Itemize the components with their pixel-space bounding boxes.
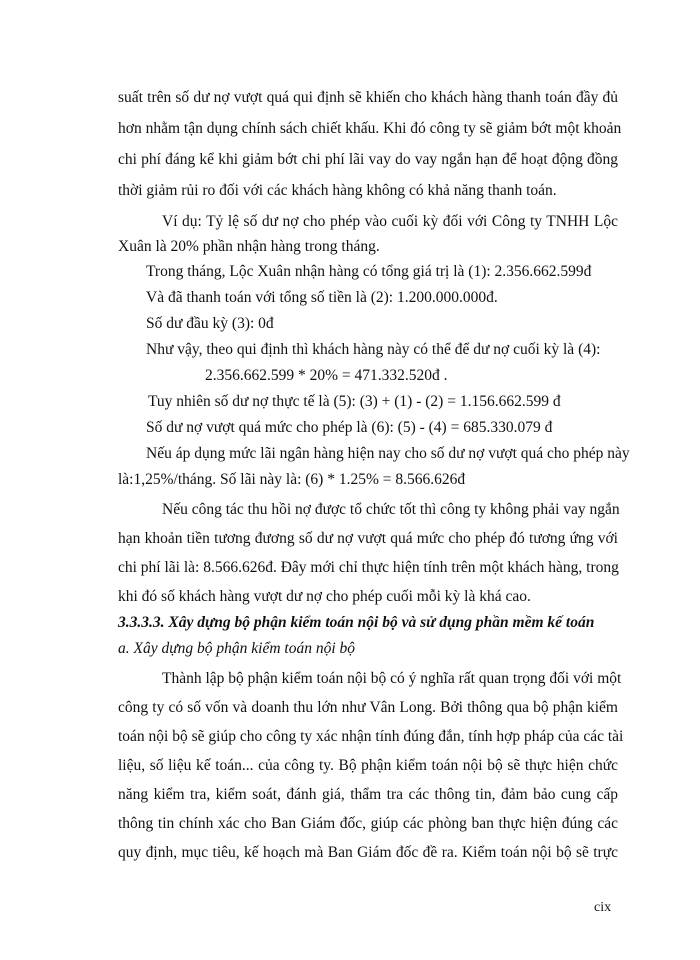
calc-line-2: Và đã thanh toán với tổng số tiền là (2): 1.200.000.000đ. [146,289,498,306]
calc-line-6: Số dư nợ vượt quá mức cho phép là (6): (5) - (4) = 685.330.079 đ [146,419,553,436]
interest-line-1: Nếu áp dụng mức lãi ngân hàng hiện nay cho số dư nợ vượt quá cho phép này [146,445,630,462]
calc-line-5: Tuy nhiên số dư nợ thực tế là (5): (3) + (1) - (2) = 1.156.662.599 đ [148,393,561,410]
para-line-1: Nếu công tác thu hồi nợ được tổ chức tốt thì công ty không phải vay ngắn [162,501,620,518]
audit-line-3: toán nội bộ sẽ giúp cho công ty xác nhận tính đúng đắn, tính hợp pháp của các tài [118,728,624,745]
page-number: cix [594,900,612,915]
para-line-2: hạn khoản tiền tương đương số dư nợ vượt quá mức cho phép đó tương ứng với [118,530,618,547]
example-line-1: Ví dụ: Tỷ lệ số dư nợ cho phép vào cuối kỳ đối với Công ty TNHH Lộc [162,213,618,230]
body-line-2: hơn nhằm tận dụng chính sách chiết khấu. Khi đó công ty sẽ giảm bớt một khoản [118,120,622,137]
audit-line-4: liệu, số liệu kế toán... của công ty. Bộ phận kiểm toán nội bộ sẽ thực hiện chức [118,757,618,774]
interest-line-2: là:1,25%/tháng. Số lãi này là: (6) * 1.25% = 8.566.626đ [118,471,466,488]
calc-line-3: Số dư đầu kỳ (3): 0đ [146,315,274,332]
section-heading: 3.3.3.3. Xây dựng bộ phận kiểm toán nội bộ và sử dụng phần mềm kế toán [118,614,595,631]
para-line-3: chi phí lãi là: 8.566.626đ. Đây mới chỉ thực hiện tính trên một khách hàng, trong [118,559,619,576]
audit-line-7: quy định, mục tiêu, kế hoạch mà Ban Giám đốc đề ra. Kiểm toán nội bộ sẽ trực [118,844,618,861]
calc-line-1: Trong tháng, Lộc Xuân nhận hàng có tổng giá trị là (1): 2.356.662.599đ [146,263,592,280]
body-line-4: thời giảm rủi ro đối với các khách hàng không có khả năng thanh toán. [118,182,557,199]
body-line-1: suất trên số dư nợ vượt quá qui định sẽ khiến cho khách hàng thanh toán đầy đủ [118,89,618,106]
example-line-2: Xuân là 20% phần nhận hàng trong tháng. [118,238,380,255]
audit-line-2: công ty có số vốn và doanh thu lớn như Vân Long. Bởi thông qua bộ phận kiểm [118,699,618,716]
calc-formula-line: 2.356.662.599 * 20% = 471.332.520đ . [205,367,448,384]
audit-line-1: Thành lập bộ phận kiểm toán nội bộ có ý nghĩa rất quan trọng đối với một [162,670,622,687]
para-line-4: khi đó số khách hàng vượt dư nợ cho phép cuối mỗi kỳ là khá cao. [118,588,531,605]
audit-line-6: thông tin chính xác cho Ban Giám đốc, giúp các phòng ban thực hiện đúng các [118,815,618,832]
calc-line-4: Như vậy, theo qui định thì khách hàng này có thể để dư nợ cuối kỳ là (4): [146,341,601,358]
audit-line-5: năng kiểm tra, kiểm soát, đánh giá, thẩm tra các thông tin, đảm bảo cung cấp [118,786,618,803]
subsection-heading: a. Xây dựng bộ phận kiểm toán nội bộ [118,640,356,657]
body-line-3: chi phí đáng kể khi giảm bớt chi phí lãi vay do vay ngắn hạn để hoạt động đồng [118,151,618,168]
